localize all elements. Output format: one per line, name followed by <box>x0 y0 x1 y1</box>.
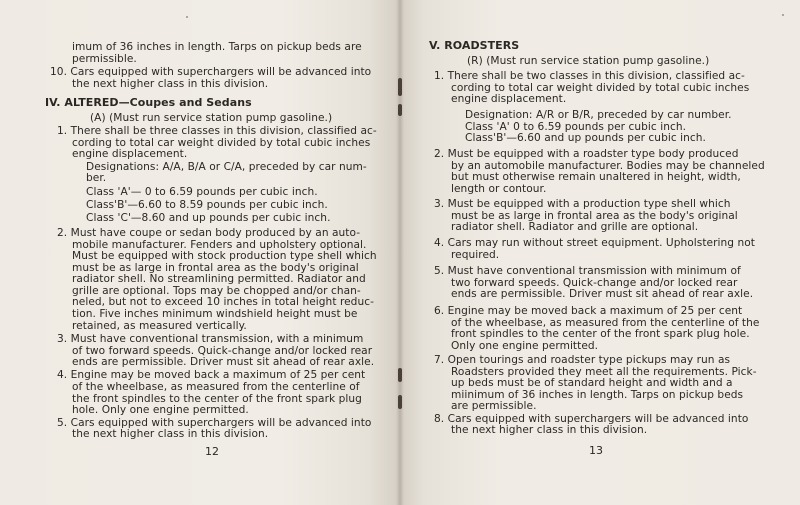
text-line: 3. Must be equipped with a production type shell which <box>434 198 731 210</box>
text-line: 2. Must be equipped with a roadster type body produced <box>434 148 739 160</box>
text-line: of the wheelbase, as measured from the centerline of the <box>451 317 760 329</box>
text-line: (R) (Must run service station pump gasoline.) <box>467 55 710 67</box>
page-number: 13 <box>589 444 604 457</box>
text-line: up beds must be of standard height and width and a <box>451 377 733 389</box>
text-line: retained, as measured vertically. <box>72 320 247 332</box>
text-line: ber. <box>86 172 107 184</box>
text-line: miinimum of 36 inches in length. Tarps on pickup beds <box>451 389 744 401</box>
text-line: ends are permissible. Driver must sit ahead of rear axle. <box>72 356 375 368</box>
text-line: Designations: A/A, B/A or C/A, preceded by car num- <box>86 161 367 173</box>
text-line: Roadsters provided they meet all the requirements. Pick- <box>451 366 757 378</box>
text-line: but must otherwise remain unaltered in height, width, <box>451 171 741 183</box>
paper-speck <box>186 16 188 18</box>
book-gutter <box>396 0 404 505</box>
text-line: 1. There shall be two classes in this division, classified ac- <box>434 70 745 82</box>
text-line: Class 'A' 0 to 6.59 pounds per cubic inch. <box>465 121 687 133</box>
text-line: 2. Must have coupe or sedan body produced by an auto- <box>57 227 361 239</box>
text-line: 8. Cars equipped with superchargers will be advanced into <box>434 413 749 425</box>
text-line: 5. Must have conventional transmission with minimum of <box>434 265 741 277</box>
text-line: Must be equipped with stock production type shell which <box>72 250 377 262</box>
text-line: 10. Cars equipped with superchargers will be advanced into <box>50 66 372 78</box>
text-line: 4. Cars may run without street equipment. Upholstering not <box>434 237 755 249</box>
text-line: by an automobile manufacturer. Bodies may be channeled <box>451 160 765 172</box>
text-line: ends are permissible. Driver must sit ahead of rear axle. <box>451 288 754 300</box>
text-line: Class 'C'—8.60 and up pounds per cubic inch. <box>86 212 331 224</box>
text-line: engine displacement. <box>72 148 188 160</box>
text-line: the next higher class in this division. <box>451 424 648 436</box>
text-line: hole. Only one engine permitted. <box>72 404 249 416</box>
text-line: Class 'A'— 0 to 6.59 pounds per cubic inch. <box>86 186 318 198</box>
text-line: 3. Must have conventional transmission, with a minimum <box>57 333 364 345</box>
text-line: Only one engine permitted. <box>451 340 599 352</box>
right-page <box>400 0 800 505</box>
text-line: of two forward speeds. Quick-change and/or locked rear <box>72 345 373 357</box>
text-line: grille are optional. Tops may be chopped and/or chan- <box>72 285 361 297</box>
text-line: 7. Open tourings and roadster type pickups may run as <box>434 354 731 366</box>
text-line: the next higher class in this division. <box>72 78 269 90</box>
staple-top <box>398 78 402 96</box>
staple-bottom-lower <box>398 395 402 409</box>
text-line: required. <box>451 249 500 261</box>
text-line: of the wheelbase, as measured from the centerline of <box>72 381 360 393</box>
text-line: length or contour. <box>451 183 547 195</box>
text-line: must be as large in frontal area as the body's original <box>451 210 738 222</box>
text-line: engine displacement. <box>451 93 567 105</box>
text-line: (A) (Must run service station pump gasoline.) <box>90 112 333 124</box>
staple-top-lower <box>398 104 402 116</box>
text-line: cording to total car weight divided by total cubic inches <box>451 82 750 94</box>
text-line: cording to total car weight divided by total cubic inches <box>72 137 371 149</box>
paper-speck <box>782 14 784 16</box>
text-line: must be as large in frontal area as the body's original <box>72 262 359 274</box>
text-line: 6. Engine may be moved back a maximum of 25 per cent <box>434 305 743 317</box>
text-line: the front spindles to the center of the front spark plug <box>72 393 362 405</box>
section-heading: V. ROADSTERS <box>429 39 520 52</box>
text-line: front spindles to the center of the front spark plug hole. <box>451 328 750 340</box>
text-line: radiator shell. No streamlining permitted. Radiator and <box>72 273 366 285</box>
text-line: two forward speeds. Quick-change and/or locked rear <box>451 277 738 289</box>
text-line: 5. Cars equipped with superchargers will be advanced into <box>57 417 372 429</box>
text-line: are permissible. <box>451 400 537 412</box>
text-line: 1. There shall be three classes in this division, classified ac- <box>57 125 377 137</box>
text-line: mobile manufacturer. Fenders and upholstery optional. <box>72 239 367 251</box>
text-line: Designation: A/R or B/R, preceded by car number. <box>465 109 732 121</box>
text-line: Class'B'—6.60 and up pounds per cubic inch. <box>465 132 706 144</box>
text-line: the next higher class in this division. <box>72 428 269 440</box>
text-line: neled, but not to exceed 10 inches in total height reduc- <box>72 296 374 308</box>
text-line: radiator shell. Radiator and grille are optional. <box>451 221 699 233</box>
page-number: 12 <box>205 445 220 458</box>
text-line: Class'B'—6.60 to 8.59 pounds per cubic inch. <box>86 199 328 211</box>
staple-bottom <box>398 368 402 382</box>
text-line: permissible. <box>72 53 137 65</box>
text-line: tion. Five inches minimum windshield height must be <box>72 308 358 320</box>
section-heading: IV. ALTERED—Coupes and Sedans <box>45 96 252 109</box>
text-line: imum of 36 inches in length. Tarps on pickup beds are <box>72 41 362 53</box>
text-line: 4. Engine may be moved back a maximum of 25 per cent <box>57 369 366 381</box>
